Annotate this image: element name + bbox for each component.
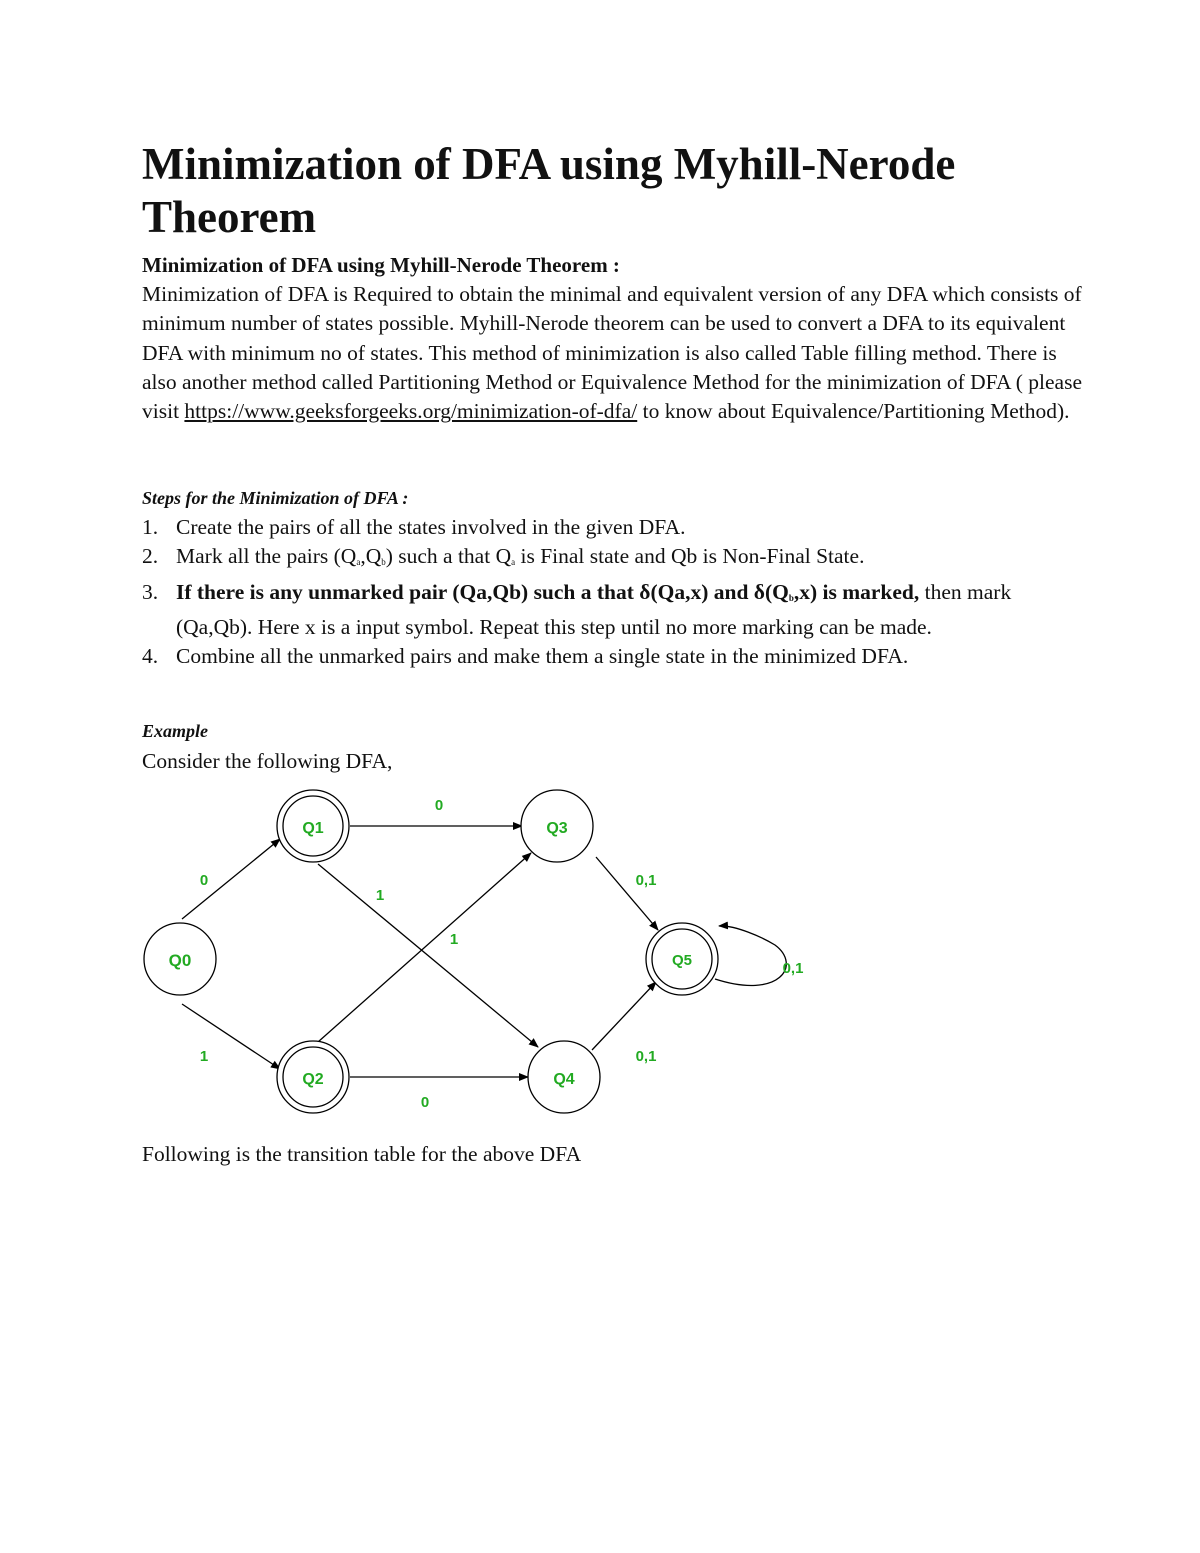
- edge-label-q1-q3: 0: [434, 797, 444, 814]
- section-heading: Minimization of DFA using Myhill-Nerode Theorem :: [142, 253, 620, 277]
- example-label: Example: [142, 721, 208, 741]
- edge-label-q1-q4: 1: [375, 887, 385, 904]
- step-number: 3.: [142, 579, 159, 604]
- steps-list: [142, 513, 1072, 671]
- intro-tail: to know about Equivalence/Partitioning Method).: [637, 399, 1070, 424]
- intro-text: Minimization of DFA is Required to obtain the minimal and equivalent version of any DFA which consists of minimum number of states possible. Myhill-Nerode theorem can be used to convert a DFA to its equivalent DFA with minimum no of states. This method of minimization is also called Table filling method. There is also another method called Partitioning Method or Equivalence Method for the minimization of DFA ( please visit: [142, 282, 1082, 424]
- edge-q5-self-loop: [715, 926, 786, 986]
- edge-label-q5-loop: 0,1: [782, 960, 804, 977]
- edge-q0-q2: [182, 1004, 280, 1069]
- following-text: Following is the transition table for the above DFA: [142, 1142, 582, 1166]
- state-q1: [277, 790, 349, 862]
- edge-q4-q5: [592, 982, 656, 1050]
- step-text: Combine all the unmarked pairs and make them a single state in the minimized DFA.: [176, 644, 909, 669]
- edge-q3-q5: [596, 857, 658, 930]
- dfa-diagram: [130, 775, 830, 1135]
- edge-q2-q3: [318, 853, 531, 1042]
- step-item: [142, 578, 1072, 643]
- edge-label-q0-q2: 1: [199, 1048, 209, 1065]
- state-q2: [277, 1041, 349, 1113]
- state-q4: [528, 1041, 600, 1113]
- page-title: Minimization of DFA using Myhill-Nerode Theorem: [142, 139, 956, 242]
- steps-heading: Steps for the Minimization of DFA :: [142, 488, 409, 508]
- step-number: 1.: [142, 515, 159, 539]
- svg-text:Q2: Q2: [302, 1071, 324, 1088]
- step-item: [142, 513, 1072, 542]
- svg-text:Q1: Q1: [302, 820, 324, 837]
- svg-text:Q3: Q3: [546, 820, 568, 837]
- step-text: If there is any unmarked pair (Qa,Qb) such a that δ(Qa,x) and $\delta(Q_b,x)$ is marked, then mark (Qa,Qb). Here x is a input symbol. Repeat this step until no more marking can be made.: [176, 579, 1012, 639]
- state-q5: [646, 923, 718, 995]
- edge-label-q3-q5: 0,1: [635, 872, 657, 889]
- edge-label-q2-q3: 1: [449, 931, 459, 948]
- step-text: Create the pairs of all the states involved in the given DFA.: [176, 515, 686, 539]
- step-item: [142, 542, 1072, 577]
- svg-text:Q4: Q4: [553, 1071, 575, 1088]
- step-number: 4.: [142, 644, 159, 669]
- geeksforgeeks-link[interactable]: https://www.geeksforgeeks.org/minimization-of-dfa/: [184, 399, 638, 424]
- step-number: 2.: [142, 544, 159, 569]
- consider-text: Consider the following DFA,: [142, 749, 393, 773]
- svg-text:Q5: Q5: [671, 952, 693, 969]
- state-q3: [521, 790, 593, 862]
- step-item: [142, 642, 1072, 671]
- edge-label-q2-q4: 0: [420, 1094, 430, 1111]
- step-text: Mark all the pairs $(Q_a,Q_b)$ such a that $Q_a$ is Final state and Qb is Non-Final State.: [176, 544, 865, 569]
- edge-q1-q4: [318, 864, 538, 1047]
- intro-paragraph: [142, 280, 1082, 426]
- edge-q0-q1: [182, 839, 280, 919]
- svg-text:Q0: Q0: [168, 951, 192, 970]
- edge-label-q4-q5: 0,1: [635, 1048, 657, 1065]
- edge-label-q0-q1: 0: [199, 872, 209, 889]
- state-q0: [144, 923, 216, 995]
